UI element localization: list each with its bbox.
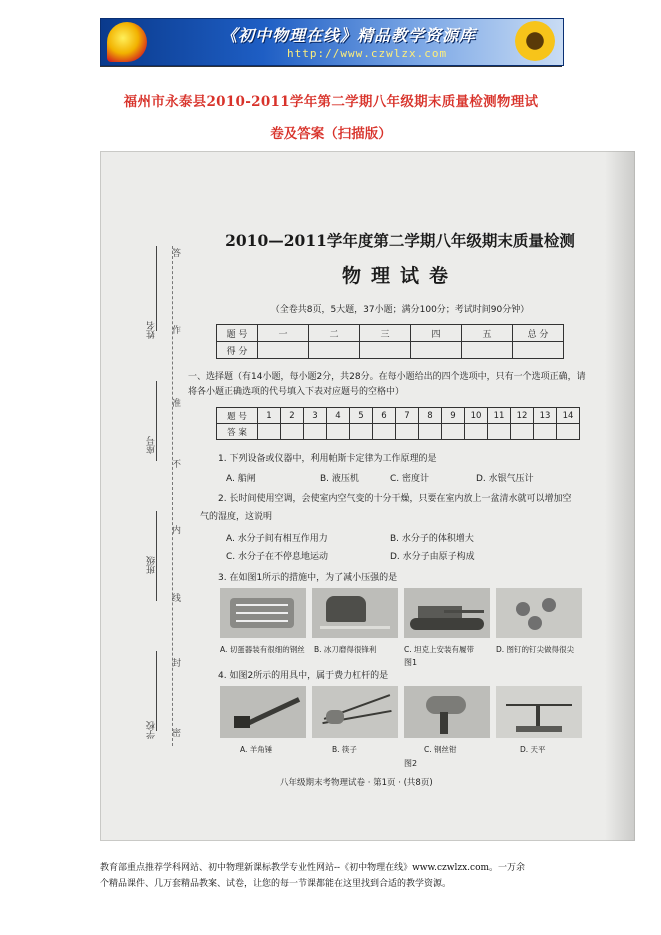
score-cell [462,342,513,359]
score-cell [360,342,411,359]
question-3-stem: 3. 在如图1所示的措施中，为了减小压强的是 [218,573,398,583]
figure-1-caption: B. 冰刀磨得很锋利 [314,645,377,654]
sunflower-icon [515,21,555,61]
answer-cell: 10 [465,408,488,424]
banner-title: 《初中物理在线》精品教学资源库 [221,26,477,45]
figure-2-caption: A. 羊角锤 [240,745,273,754]
answer-cell: 答 案 [217,424,258,440]
answer-cell [488,424,511,440]
answer-cell [419,424,442,440]
chopsticks-photo [312,686,398,738]
seal-char: 准 [172,399,182,409]
exam-subject: 物理试卷 [341,265,458,287]
name-label: 姓名 [147,321,157,339]
figure-1-label: 图1 [404,658,418,667]
answer-cell: 题 号 [217,408,258,424]
egg-slicer-photo [220,588,306,638]
answer-cell: 12 [511,408,534,424]
question-1-stem: 1. 下列设备或仪器中，利用帕斯卡定律为工作原理的是 [218,454,437,464]
question-4-stem: 4. 如图2所示的用具中，属于费力杠杆的是 [218,671,389,681]
school-label: 学校 [147,721,157,739]
question-1-option: A. 船闸 [226,474,256,484]
seal-char: 作 [172,326,182,336]
site-banner[interactable] [100,18,564,66]
question-2-option: B. 水分子的体积增大 [390,534,474,544]
answer-table-answer-row [217,424,580,440]
answer-cell [557,424,580,440]
seal-char: 内 [172,526,182,536]
document-title-line-2: 卷及答案（扫描版） [270,126,392,142]
exam-title: 2010—2011学年度第二学期八年级期末质量检测 [225,231,575,250]
answer-cell [534,424,557,440]
score-table-header-row [217,325,564,342]
document-title-line-1: 福州市永泰县2010-2011学年第二学期八年级期末质量检测物理试 [123,94,539,110]
answer-cell: 5 [350,408,373,424]
answer-cell [281,424,304,440]
figure-1-caption: D. 图钉的钉尖做得很尖 [496,645,575,654]
binding-line [172,246,174,746]
seal-char: 答 [172,249,182,259]
score-cell: 题 号 [217,325,258,342]
site-logo-icon [107,22,147,62]
footer-line-2: 个精品课件、几万套精品教案、试卷，让您的每一节课都能在这里找到合适的教学资源。 [100,879,452,889]
seal-char: 线 [172,594,182,604]
answer-cell [258,424,281,440]
score-cell [411,342,462,359]
figure-2-caption: C. 钢丝钳 [424,745,457,754]
ice-skate-photo [312,588,398,638]
answer-cell: 7 [396,408,419,424]
answer-cell: 11 [488,408,511,424]
score-cell [258,342,309,359]
score-table [216,324,564,359]
score-cell: 二 [309,325,360,342]
score-cell: 五 [462,325,513,342]
score-cell: 总 分 [513,325,564,342]
figure-1-caption: C. 坦克上安装有履带 [404,645,475,654]
seal-char: 不 [172,460,182,470]
answer-cell: 14 [557,408,580,424]
answer-cell: 1 [258,408,281,424]
banner-divider [100,66,562,67]
answer-cell [327,424,350,440]
answer-cell [465,424,488,440]
scanned-exam-page [100,151,635,841]
seat-label: 座号 [147,436,157,454]
question-1-option: B. 液压机 [320,474,359,484]
question-2-option: C. 水分子在不停息地运动 [226,552,329,562]
question-2-stem-cont: 气的湿度，这说明 [200,512,273,522]
answer-cell: 2 [281,408,304,424]
exam-note: （全卷共8页，5大题，37小题；满分100分；考试时间90分钟） [270,305,530,315]
question-1-option: C. 密度计 [390,474,430,484]
score-cell: 一 [258,325,309,342]
figure-2-label: 图2 [404,759,418,768]
class-label: 班级 [147,556,157,574]
answer-cell [304,424,327,440]
banner-url[interactable]: http://www.czwlzx.com [287,47,448,60]
answer-cell: 8 [419,408,442,424]
question-2-option: D. 水分子由原子构成 [390,552,475,562]
score-cell: 三 [360,325,411,342]
score-table-score-row [217,342,564,359]
answer-cell [350,424,373,440]
answer-table-number-row [217,408,580,424]
answer-cell: 3 [304,408,327,424]
answer-cell [442,424,465,440]
claw-hammer-photo [220,686,306,738]
answer-cell [373,424,396,440]
question-2-option: A. 水分子间有相互作用力 [226,534,328,544]
footer-line-1: 教育部重点推荐学科网站、初中物理新课标教学专业性网站--《初中物理在线》www.czwlzx.com。一万余 [100,863,526,873]
answer-cell: 13 [534,408,557,424]
balance-photo [496,686,582,738]
name-underline [156,246,157,331]
question-2-stem: 2. 长时间使用空调，会使室内空气变的十分干燥，只要在室内放上一盆清水就可以增加空 [218,494,572,504]
thumbtack-photo [496,588,582,638]
answer-cell: 6 [373,408,396,424]
exam-page-footer: 八年级期末考物理试卷 · 第1页 · (共8页) [280,778,433,788]
pliers-photo [404,686,490,738]
school-underline [156,651,157,731]
scan-edge-shadow [605,151,635,841]
tank-photo [404,588,490,638]
score-cell [513,342,564,359]
score-cell: 得 分 [217,342,258,359]
answer-cell: 9 [442,408,465,424]
answer-cell [396,424,419,440]
page-footer [100,860,580,892]
seal-char: 封 [172,659,182,669]
score-cell [309,342,360,359]
score-cell: 四 [411,325,462,342]
section-1-instructions: 一、选择题（有14小题，每小题2分，共28分。在每小题给出的四个选项中，只有一个选项正确，请将各小题正确选项的代号填入下表对应题号的空格中） [188,372,586,397]
seal-char: 密 [172,729,182,739]
answer-cell: 4 [327,408,350,424]
answer-cell [511,424,534,440]
answer-table [216,407,580,440]
figure-2-caption: B. 筷子 [332,745,357,754]
figure-2-caption: D. 天平 [520,745,546,754]
figure-1-caption: A. 切蛋器装有很细的钢丝 [220,645,305,654]
question-1-option: D. 水银气压计 [476,474,534,484]
